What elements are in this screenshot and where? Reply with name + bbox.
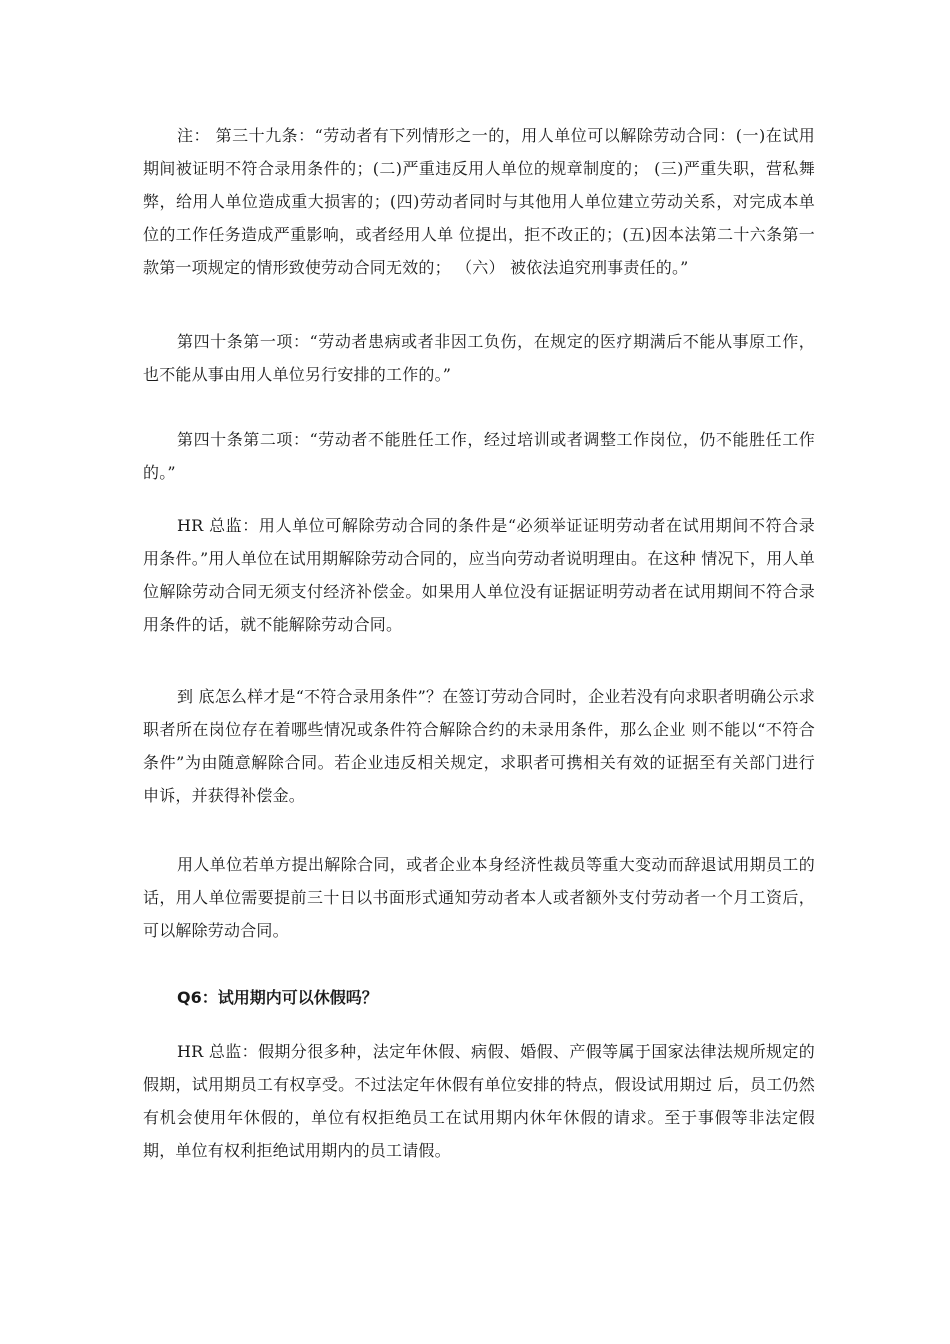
- paragraph-article-40-item-1: 第四十条第一项：“劳动者患病或者非因工负伤，在规定的医疗期满后不能从事原工作，也不能从事由用人单位另行安排的工作的。”: [143, 332, 815, 384]
- question-heading-q6: Q6：试用期内可以休假吗？: [177, 988, 378, 1007]
- paragraph-q6-answer: HR 总监：假期分很多种，法定年休假、病假、婚假、产假等属于国家法律法规所规定的假期，试用期员工有权享受。不过法定年休假有单位安排的特点，假设试用期过 后，员工仍然有机会使用年休假的，单位有权拒绝员工在试用期内休年休假的请求。至于事假等非法定假期，单位有权利拒绝试用期内的员工请假。: [143, 1042, 815, 1160]
- paragraph-article-40-item-2: 第四十条第二项：“劳动者不能胜任工作，经过培训或者调整工作岗位，仍不能胜任工作的。”: [143, 430, 815, 482]
- paragraph-hr-director-answer: HR 总监：用人单位可解除劳动合同的条件是“必须举证证明劳动者在试用期间不符合录用条件。”用人单位在试用期解除劳动合同的，应当向劳动者说明理由。在这种 情况下，用人单位解除劳动合同无须支付经济补偿金。如果用人单位没有证据证明劳动者在试用期间不符合录用条件的话，就不能解除劳动合同。: [143, 516, 815, 634]
- paragraph-article-39-note: 注： 第三十九条：“劳动者有下列情形之一的，用人单位可以解除劳动合同：(一)在试用期间被证明不符合录用条件的；(二)严重违反用人单位的规章制度的； (三)严重失职，营私舞弊，给用人单位造成重大损害的；(四)劳动者同时与其他用人单位建立劳动关系，对完成本单位的工作任务造成严重影响，或者经用人单 位提出，拒不改正的；(五)因本法第二十六条第一款第一项规定的情形致使劳动合同无效的； （六） 被依法追究刑事责任的。”: [143, 126, 815, 277]
- paragraph-not-meeting-conditions: 到 底怎么样才是“不符合录用条件”？在签订劳动合同时，企业若没有向求职者明确公示求职者所在岗位存在着哪些情况或条件符合解除合约的未录用条件，那么企业 则不能以“不符合条件”为由随意解除合同。若企业违反相关规定，求职者可携相关有效的证据至有关部门进行申诉，并获得补偿金。: [143, 687, 815, 805]
- paragraph-unilateral-termination: 用人单位若单方提出解除合同，或者企业本身经济性裁员等重大变动而辞退试用期员工的话，用人单位需要提前三十日以书面形式通知劳动者本人或者额外支付劳动者一个月工资后，可以解除劳动合同。: [143, 855, 815, 940]
